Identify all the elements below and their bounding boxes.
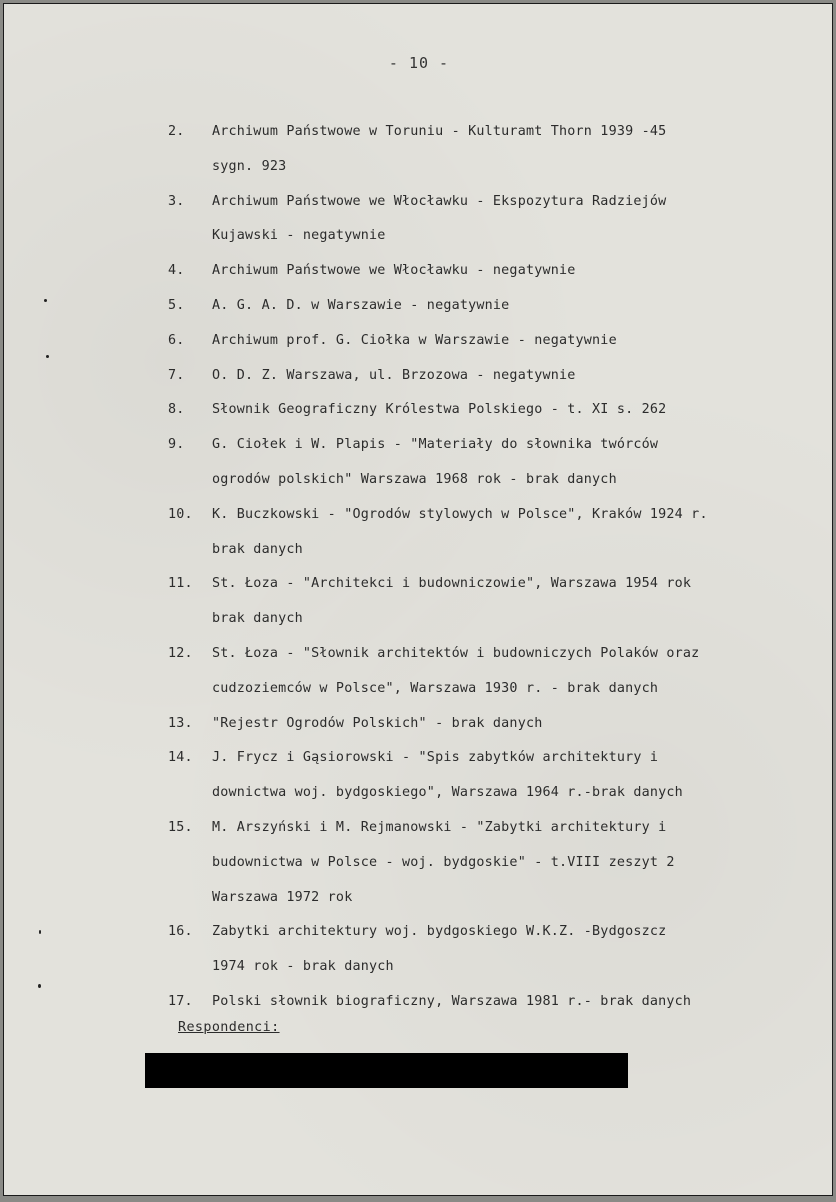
list-item-text: M. Arszyński i M. Rejmanowski - "Zabytki architektury i [212,819,667,835]
list-item-number: 12. [168,645,193,661]
list-item-number: 6. [168,332,185,348]
list-item-text: J. Frycz i Gąsiorowski - "Spis zabytków architektury i [212,750,659,766]
list-item [168,811,830,915]
list-item-text: 1974 rok - brak danych [212,959,394,975]
list-item-text: Kujawski - negatywnie [212,228,386,244]
list-item [168,289,830,324]
list-item-number: 10. [168,506,193,522]
list-item-text: O. D. Z. Warszawa, ul. Brzozowa - negatywnie [212,367,576,383]
list-item-text: brak danych [212,611,303,627]
list-item-text: A. G. A. D. w Warszawie - negatywnie [212,297,510,313]
list-item [168,115,830,185]
list-item-number: 13. [168,715,193,731]
list-item [168,985,830,1020]
list-item [168,393,830,428]
list-item-number: 17. [168,993,193,1009]
list-item-number: 16. [168,924,193,940]
redaction-bar [145,1053,628,1088]
list-item [168,637,830,707]
list-item-number: 7. [168,367,185,383]
list-item [168,359,830,394]
list-item [168,915,830,985]
list-item-number: 15. [168,819,193,835]
list-item-number: 14. [168,750,193,766]
list-item [168,185,830,255]
list-item-text: Archiwum Państwowe we Włocławku - Ekspozytura Radziejów [212,193,667,209]
list-item [168,498,830,568]
list-item [168,567,830,637]
list-item-text: sygn. 923 [212,158,287,174]
list-item-text: Archiwum prof. G. Ciołka w Warszawie - negatywnie [212,332,617,348]
list-item-text: Archiwum Państwowe w Toruniu - Kulturamt Thorn 1939 -45 [212,124,667,139]
scan-speck [44,299,47,302]
list-item-text: budownictwa w Polsce - woj. bydgoskie" - t.VIII zeszyt 2 [212,854,675,870]
document-page [3,3,833,1196]
list-item-number: 5. [168,297,185,313]
scan-speck [39,930,41,934]
list-item [168,254,830,289]
list-item-text: K. Buczkowski - "Ogrodów stylowych w Polsce", Kraków 1924 r. [212,506,708,522]
list-item-number: 4. [168,263,185,279]
list-item-text: Zabytki architektury woj. bydgoskiego W.K.Z. -Bydgoszcz [212,924,667,940]
list-item-text: brak danych [212,541,303,557]
list-item [168,741,830,811]
list-item [168,324,830,359]
list-item [168,428,830,498]
scan-speck [38,984,41,988]
list-item [168,707,830,742]
list-item-number: 9. [168,437,185,453]
list-item-text: Słownik Geograficzny Królestwa Polskiego - t. XI s. 262 [212,402,667,418]
source-list [168,115,830,1020]
list-item-text: Polski słownik biograficzny, Warszawa 1981 r.- brak danych [212,993,692,1009]
list-item-text: Archiwum Państwowe we Włocławku - negatywnie [212,263,576,279]
scan-speck [46,355,49,358]
list-item-text: ogrodów polskich" Warszawa 1968 rok - brak danych [212,471,617,487]
list-item-text: St. Łoza - "Słownik architektów i budowniczych Polaków oraz [212,645,700,661]
list-item-text: G. Ciołek i W. Plapis - "Materiały do słownika twórców [212,437,659,453]
list-item-text: cudzoziemców w Polsce", Warszawa 1930 r. - brak danych [212,680,659,696]
list-item-text: Warszawa 1972 rok [212,889,353,905]
list-item-text: downictwa woj. bydgoskiego", Warszawa 1964 r.-brak danych [212,785,683,801]
list-item-text: "Rejestr Ogrodów Polskich" - brak danych [212,715,543,731]
list-item-text: St. Łoza - "Architekci i budowniczowie", Warszawa 1954 rok [212,576,692,592]
list-item-number: 8. [168,402,185,418]
list-item-number: 3. [168,193,185,209]
list-item-number: 2. [168,124,185,139]
list-item-number: 11. [168,576,193,592]
respondents-label: Respondenci: [178,1020,280,1035]
page-number: - 10 - [388,54,450,72]
